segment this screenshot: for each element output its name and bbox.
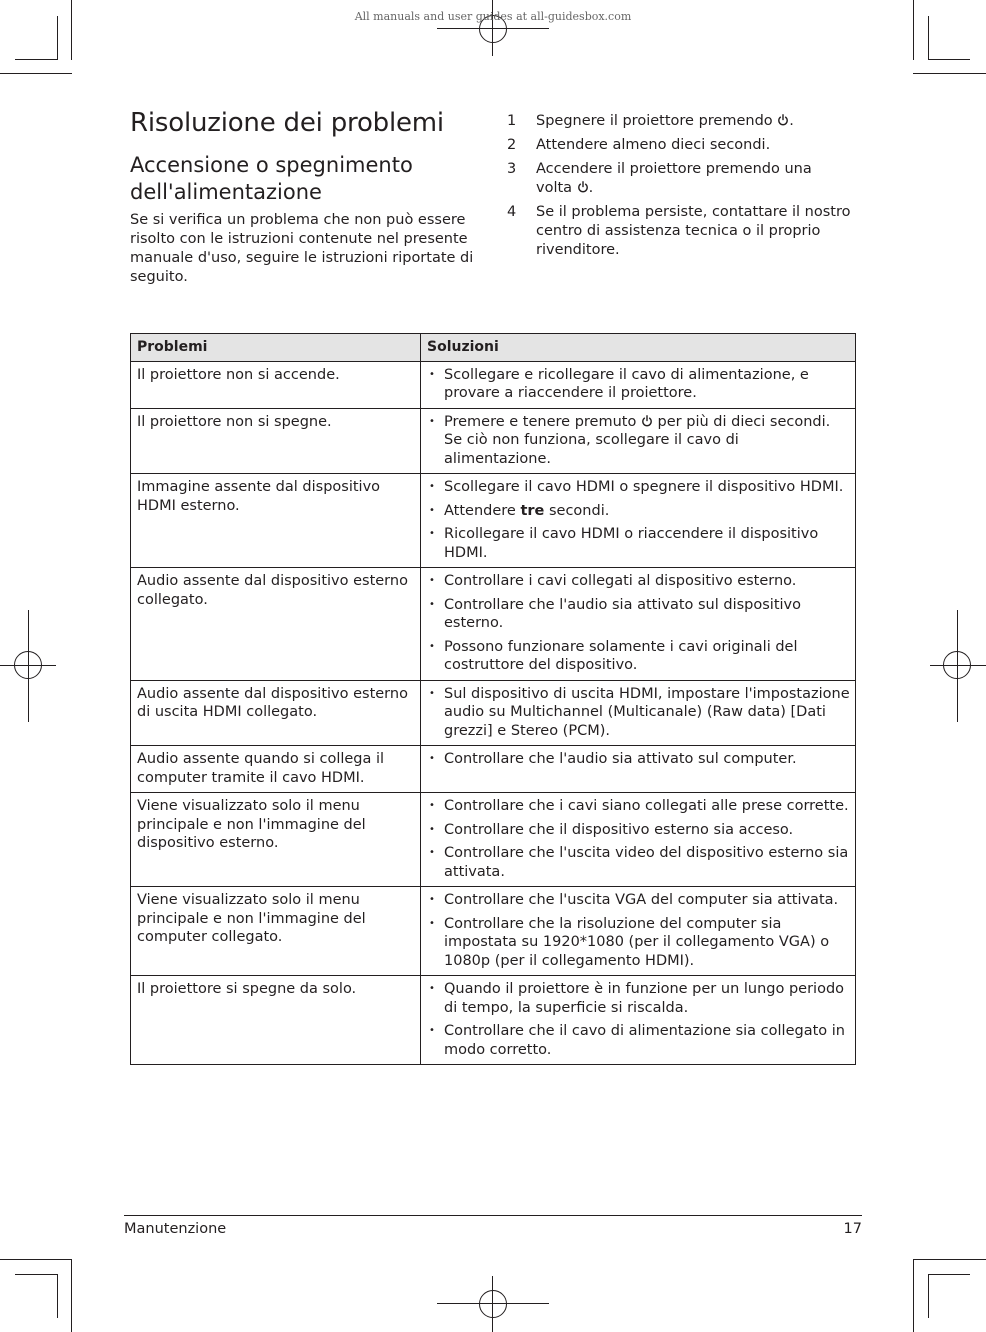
solution-text: Sul dispositivo di uscita HDMI, impostare l'impostazione audio su Multichannel (Multicanale) (Raw data) [Dati grezzi] e Stereo (PCM). xyxy=(444,685,850,739)
table-row xyxy=(131,793,856,887)
solutions-list xyxy=(427,413,850,469)
solution-text: Controllare che l'audio sia attivato sul dispositivo esterno. xyxy=(444,596,801,631)
problem-cell: Viene visualizzato solo il menu principale e non l'immagine del dispositivo esterno. xyxy=(131,793,421,887)
step-number: 3 xyxy=(507,161,517,177)
solution-text: Controllare che la risoluzione del computer sia impostata su 1920*1080 (per il collegamento VGA) o 1080p (per il collegamento HDMI). xyxy=(444,915,830,969)
table-row xyxy=(131,568,856,681)
text-part: Se il problema persiste, contattare il nostro centro di assistenza tecnica o il proprio rivenditore. xyxy=(536,204,851,258)
solution-text: Controllare che i cavi siano collegati alle prese corrette. xyxy=(444,798,849,814)
solution-text: Quando il proiettore è in funzione per un lungo periodo di tempo, la superficie si riscalda. xyxy=(444,981,845,1016)
problem-cell: Immagine assente dal dispositivo HDMI esterno. xyxy=(131,474,421,568)
solution-item xyxy=(427,366,850,403)
solutions-cell xyxy=(421,680,856,746)
step-text xyxy=(536,136,770,155)
step-item xyxy=(507,203,852,260)
solution-text: Controllare che l'audio sia attivato sul computer. xyxy=(444,751,797,767)
solutions-cell xyxy=(421,408,856,474)
solutions-cell xyxy=(421,568,856,681)
table-row xyxy=(131,746,856,793)
footer-rule xyxy=(124,1215,862,1216)
power-icon xyxy=(577,180,589,192)
header-solutions: Soluzioni xyxy=(421,334,856,362)
step-text xyxy=(536,112,794,131)
table-row xyxy=(131,680,856,746)
solution-item xyxy=(427,638,850,675)
table-row xyxy=(131,474,856,568)
table-row xyxy=(131,408,856,474)
solutions-list xyxy=(427,797,850,881)
solution-text: Controllare che l'uscita video del dispositivo esterno sia attivata. xyxy=(444,845,849,880)
solutions-cell xyxy=(421,746,856,793)
solutions-list xyxy=(427,366,850,403)
solution-text: Controllare che il dispositivo esterno sia acceso. xyxy=(444,821,794,838)
text-part: . xyxy=(789,113,794,129)
problem-cell: Il proiettore non si spegne. xyxy=(131,408,421,474)
problem-cell: Audio assente dal dispositivo esterno collegato. xyxy=(131,568,421,681)
solution-item xyxy=(427,980,850,1017)
solutions-cell xyxy=(421,887,856,976)
solutions-list xyxy=(427,478,850,562)
solution-text: Controllare i cavi collegati al dispositivo esterno. xyxy=(444,573,797,589)
solution-item xyxy=(427,596,850,633)
problem-cell: Il proiettore si spegne da solo. xyxy=(131,976,421,1065)
watermark: All manuals and user guides at all-guidesbox.com xyxy=(354,10,632,23)
solution-item xyxy=(427,685,850,741)
step-number: 1 xyxy=(507,113,517,129)
text-part: secondi. xyxy=(544,502,610,519)
text-part: Attendere almeno dieci secondi. xyxy=(536,137,771,153)
solutions-list xyxy=(427,685,850,741)
solutions-cell xyxy=(421,976,856,1065)
troubleshooting-table xyxy=(130,333,856,1065)
step-item xyxy=(507,160,852,198)
table-row xyxy=(131,361,856,408)
solutions-list xyxy=(427,980,850,1059)
steps-list xyxy=(507,112,852,265)
text-part: Accendere il proiettore premendo una volta xyxy=(536,161,812,196)
solution-item xyxy=(427,413,850,469)
step-item xyxy=(507,112,852,131)
text-part: . xyxy=(588,180,594,196)
header-problems: Problemi xyxy=(131,334,421,362)
page-number: 17 xyxy=(843,1221,862,1237)
solution-text: Scollegare e ricollegare il cavo di alimentazione, e provare a riaccendere il proiettore. xyxy=(444,366,809,401)
solution-text: Ricollegare il cavo HDMI o riaccendere il dispositivo HDMI. xyxy=(444,526,819,561)
intro-paragraph: Se si verifica un problema che non può essere risolto con le istruzioni contenute nel presente manuale d'uso, seguire le istruzioni riportate di seguito. xyxy=(130,212,474,285)
solutions-cell xyxy=(421,474,856,568)
solution-item xyxy=(427,750,850,769)
problem-cell: Il proiettore non si accende. xyxy=(131,361,421,408)
page-title: Risoluzione dei problemi xyxy=(130,108,444,138)
step-number: 2 xyxy=(507,137,517,153)
table-row xyxy=(131,887,856,976)
power-icon xyxy=(777,113,789,125)
solution-item xyxy=(427,478,850,497)
solutions-cell xyxy=(421,793,856,887)
solution-item xyxy=(427,821,850,840)
section-subtitle: Accensione o spegnimento dell'alimentazione xyxy=(130,153,413,204)
solution-item xyxy=(427,891,850,910)
problem-cell: Audio assente quando si collega il computer tramite il cavo HDMI. xyxy=(131,746,421,793)
problem-cell: Viene visualizzato solo il menu principale e non l'immagine del computer collegato. xyxy=(131,887,421,976)
table-row xyxy=(131,976,856,1065)
solution-item xyxy=(427,915,850,971)
solutions-list xyxy=(427,750,850,769)
step-number: 4 xyxy=(507,204,517,220)
problem-cell: Audio assente dal dispositivo esterno di uscita HDMI collegato. xyxy=(131,680,421,746)
text-part: Attendere xyxy=(444,502,521,519)
solution-item xyxy=(427,502,850,521)
solution-item xyxy=(427,844,850,881)
solutions-list xyxy=(427,891,850,970)
text-part: per più di dieci secondi. Se ciò non funziona, scollegare il cavo di alimentazione. xyxy=(444,413,831,467)
solution-text: Scollegare il cavo HDMI o spegnere il dispositivo HDMI. xyxy=(444,479,844,495)
power-icon xyxy=(641,414,653,426)
solution-text: Possono funzionare solamente i cavi originali del costruttore del dispositivo. xyxy=(444,638,798,673)
footer-section: Manutenzione xyxy=(124,1221,227,1237)
solutions-cell xyxy=(421,361,856,408)
solution-item xyxy=(427,797,850,816)
solution-text: Controllare che l'uscita VGA del computer sia attivata. xyxy=(444,892,839,908)
solution-item xyxy=(427,525,850,562)
solutions-list xyxy=(427,572,850,675)
step-text xyxy=(536,203,852,260)
text-part: Premere e tenere premuto xyxy=(444,413,641,430)
step-text xyxy=(536,160,852,198)
table-header-row xyxy=(131,334,856,362)
text-part: Spegnere il proiettore premendo xyxy=(536,113,778,129)
emphasis-text: tre xyxy=(520,502,545,519)
solution-text: Controllare che il cavo di alimentazione sia collegato in modo corretto. xyxy=(444,1023,845,1058)
step-item xyxy=(507,136,852,155)
solution-item xyxy=(427,572,850,591)
solution-item xyxy=(427,1022,850,1059)
